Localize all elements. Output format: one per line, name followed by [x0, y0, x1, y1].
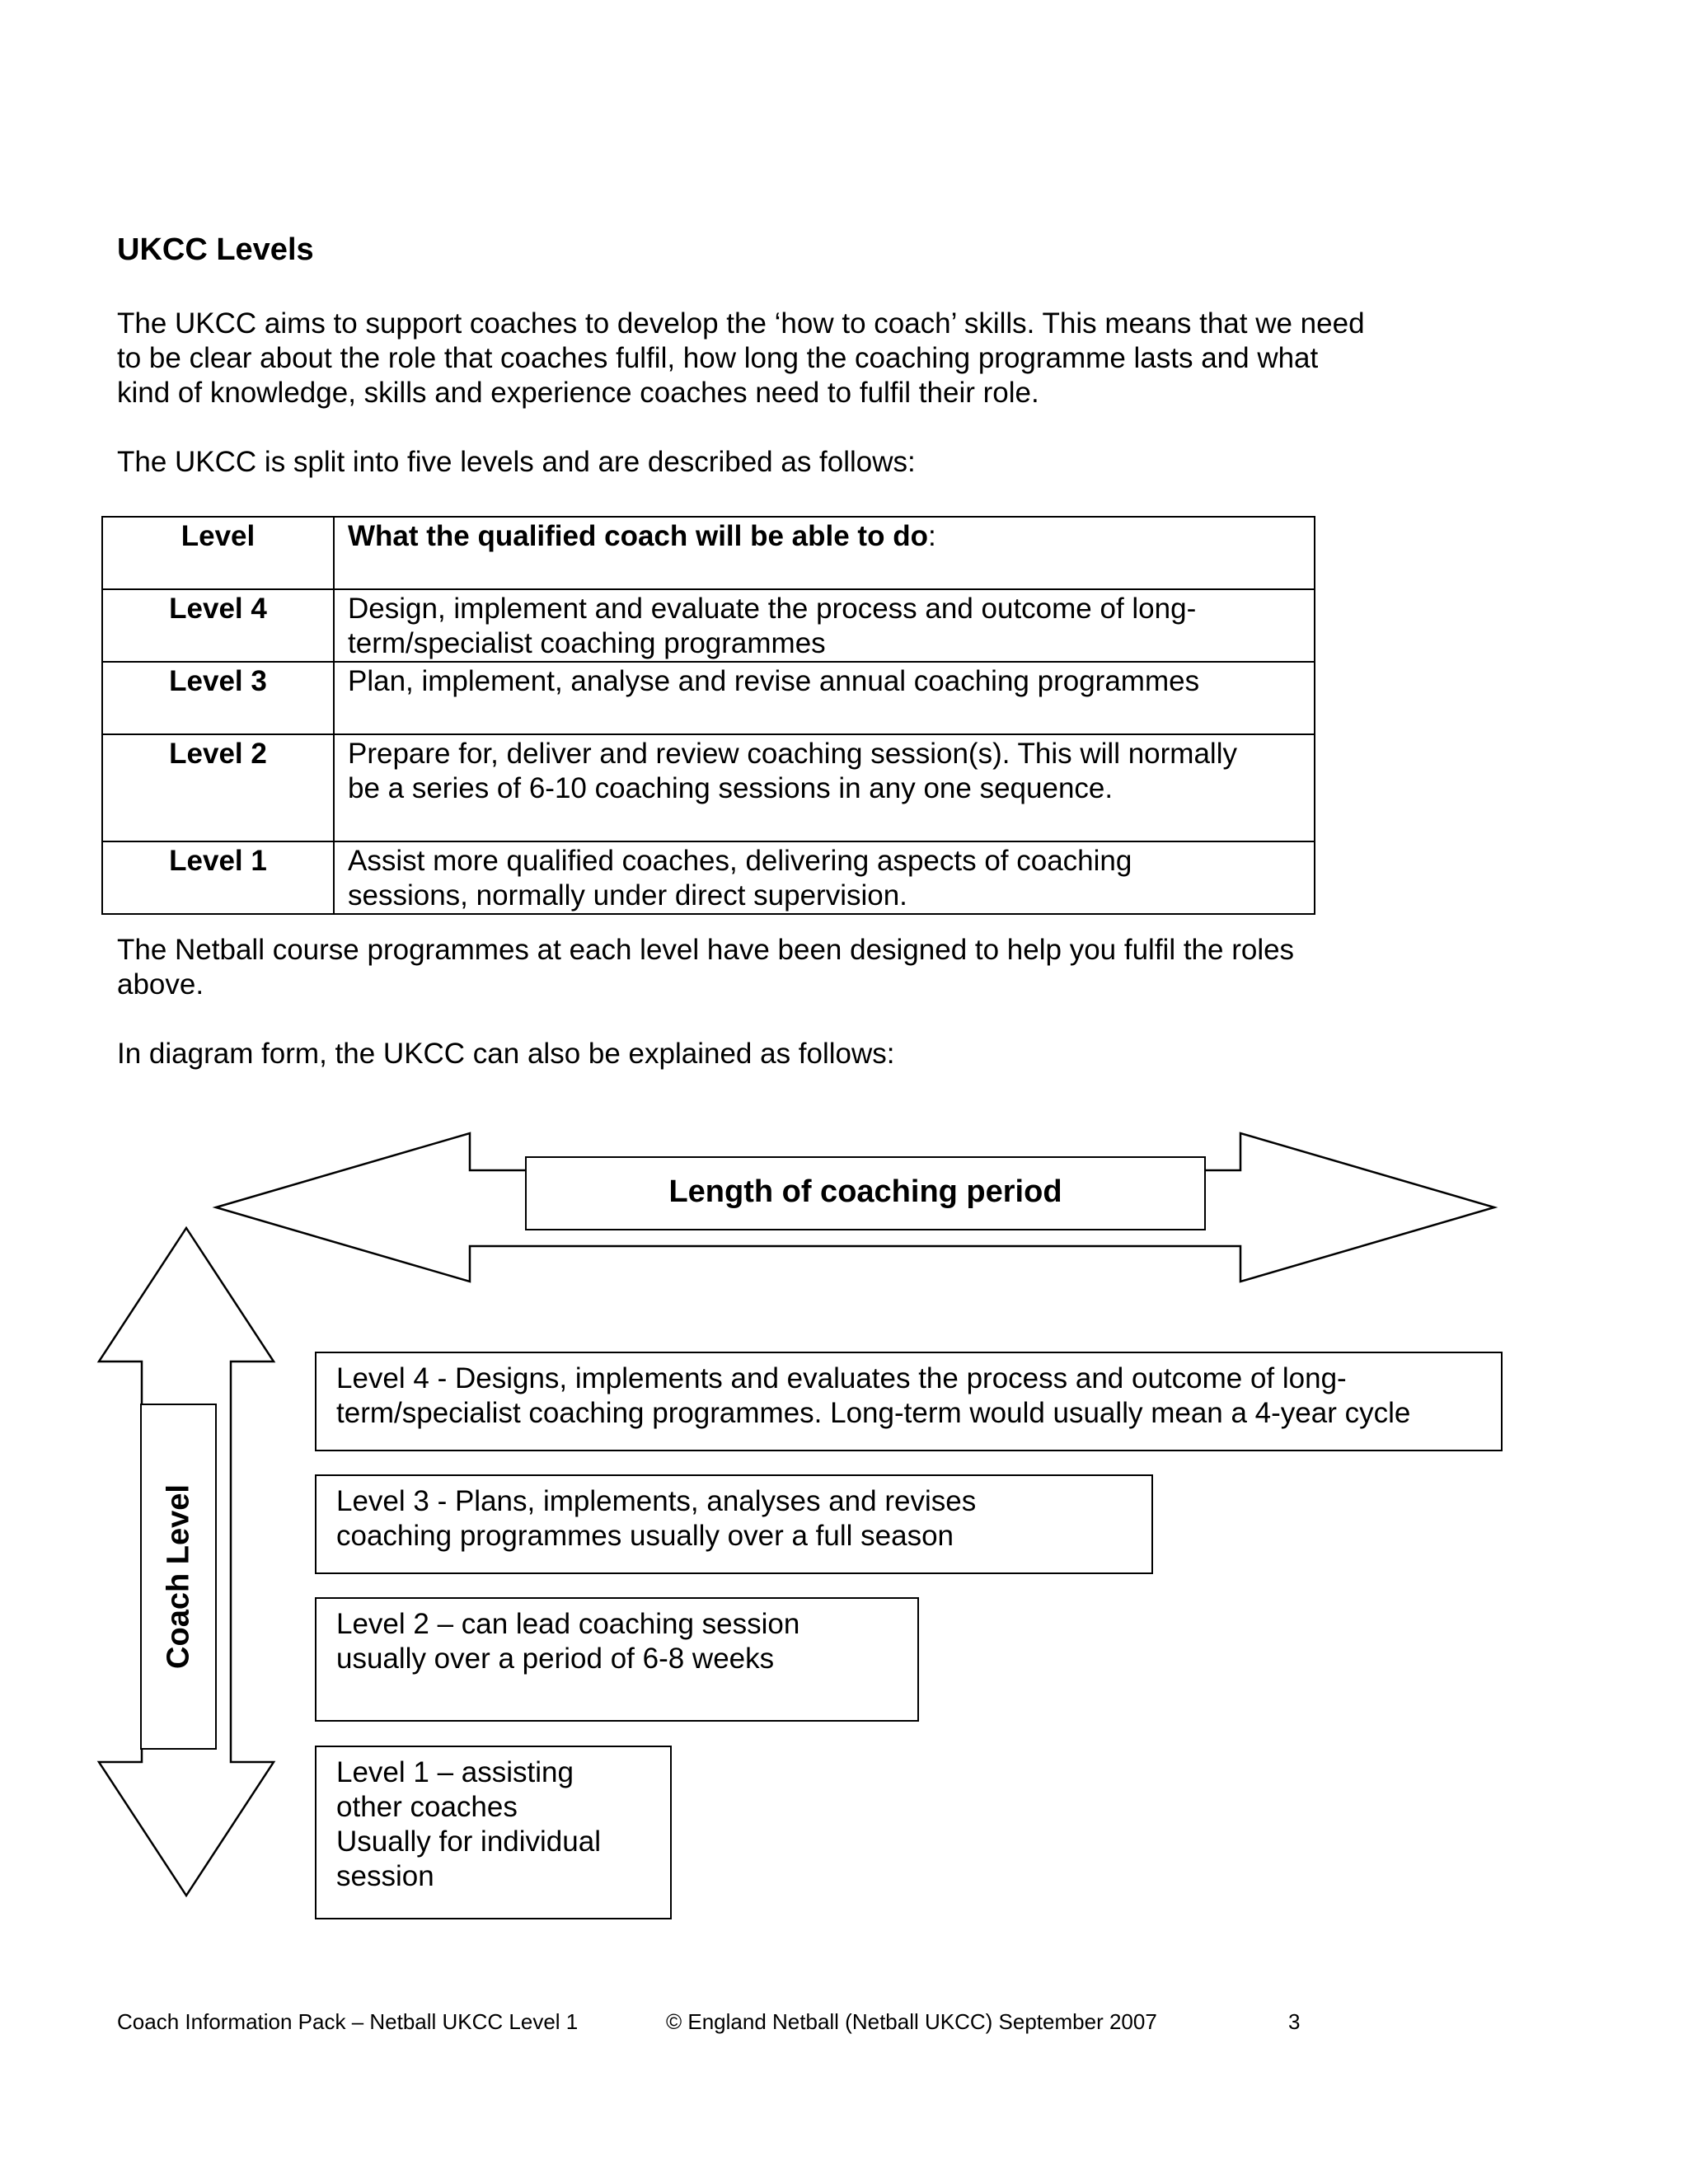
box-line: coaching programmes usually over a full season	[336, 1520, 954, 1552]
page-number: 3	[1288, 2009, 1301, 2034]
coach-level-label: Coach Level	[161, 1484, 195, 1669]
box-line: other coaches	[336, 1791, 518, 1823]
intro-line: kind of knowledge, skills and experience coaches need to fulfil their role.	[117, 377, 1039, 409]
split-paragraph: The UKCC is split into five levels and are described as follows:	[117, 446, 916, 478]
box-line: Level 3 - Plans, implements, analyses and revises	[336, 1485, 977, 1517]
netball-line: The Netball course programmes at each level have been designed to help you fulfil the roles	[117, 934, 1295, 966]
intro-line: to be clear about the role that coaches fulfil, how long the coaching programme lasts and what	[117, 342, 1319, 374]
netball-line: above.	[117, 968, 204, 1001]
description-line: Plan, implement, analyse and revise annual coaching programmes	[348, 665, 1200, 697]
intro-line: The UKCC aims to support coaches to develop the ‘how to coach’ skills. This means that we need	[117, 307, 1365, 340]
description-line: Assist more qualified coaches, delivering aspects of coaching	[348, 845, 1132, 877]
diagram-level-2-box	[315, 1597, 919, 1722]
level-cell: Level 2	[102, 734, 334, 841]
footer-left: Coach Information Pack – Netball UKCC Level 1	[117, 2009, 579, 2034]
box-line: Usually for individual	[336, 1825, 601, 1858]
header-description-text: What the qualified coach will be able to do	[348, 520, 928, 552]
box-line: session	[336, 1860, 434, 1892]
footer-copyright: © England Netball (Netball UKCC) September 2007	[666, 2009, 1157, 2034]
description-line: Design, implement and evaluate the process and outcome of long-	[348, 593, 1197, 625]
box-line: usually over a period of 6-8 weeks	[336, 1643, 775, 1675]
diagram-level-1-box	[315, 1746, 672, 1919]
description-line: sessions, normally under direct supervision.	[348, 879, 907, 912]
diagram-level-4-box	[315, 1352, 1503, 1451]
box-line: Level 1 – assisting	[336, 1756, 574, 1788]
level-cell: Level 4	[102, 589, 334, 662]
diagram-intro-paragraph: In diagram form, the UKCC can also be explained as follows:	[117, 1038, 895, 1070]
level-cell: Level 3	[102, 662, 334, 734]
diagram-level-3-box	[315, 1474, 1153, 1574]
length-of-coaching-label: Length of coaching period	[525, 1156, 1206, 1230]
box-line: term/specialist coaching programmes. Long-term would usually mean a 4-year cycle	[336, 1397, 1411, 1429]
description-line: Prepare for, deliver and review coaching session(s). This will normally	[348, 738, 1237, 770]
level-cell: Level 1	[102, 841, 334, 914]
page-heading: UKCC Levels	[117, 232, 314, 267]
header-description-suffix: :	[927, 520, 936, 552]
box-line: Level 2 – can lead coaching session	[336, 1608, 800, 1640]
box-line: Level 4 - Designs, implements and evaluates the process and outcome of long-	[336, 1362, 1347, 1394]
description-line: term/specialist coaching programmes	[348, 627, 826, 659]
header-level-cell: Level	[102, 517, 334, 589]
description-line: be a series of 6-10 coaching sessions in any one sequence.	[348, 772, 1114, 804]
coach-level-label-box	[140, 1404, 217, 1750]
